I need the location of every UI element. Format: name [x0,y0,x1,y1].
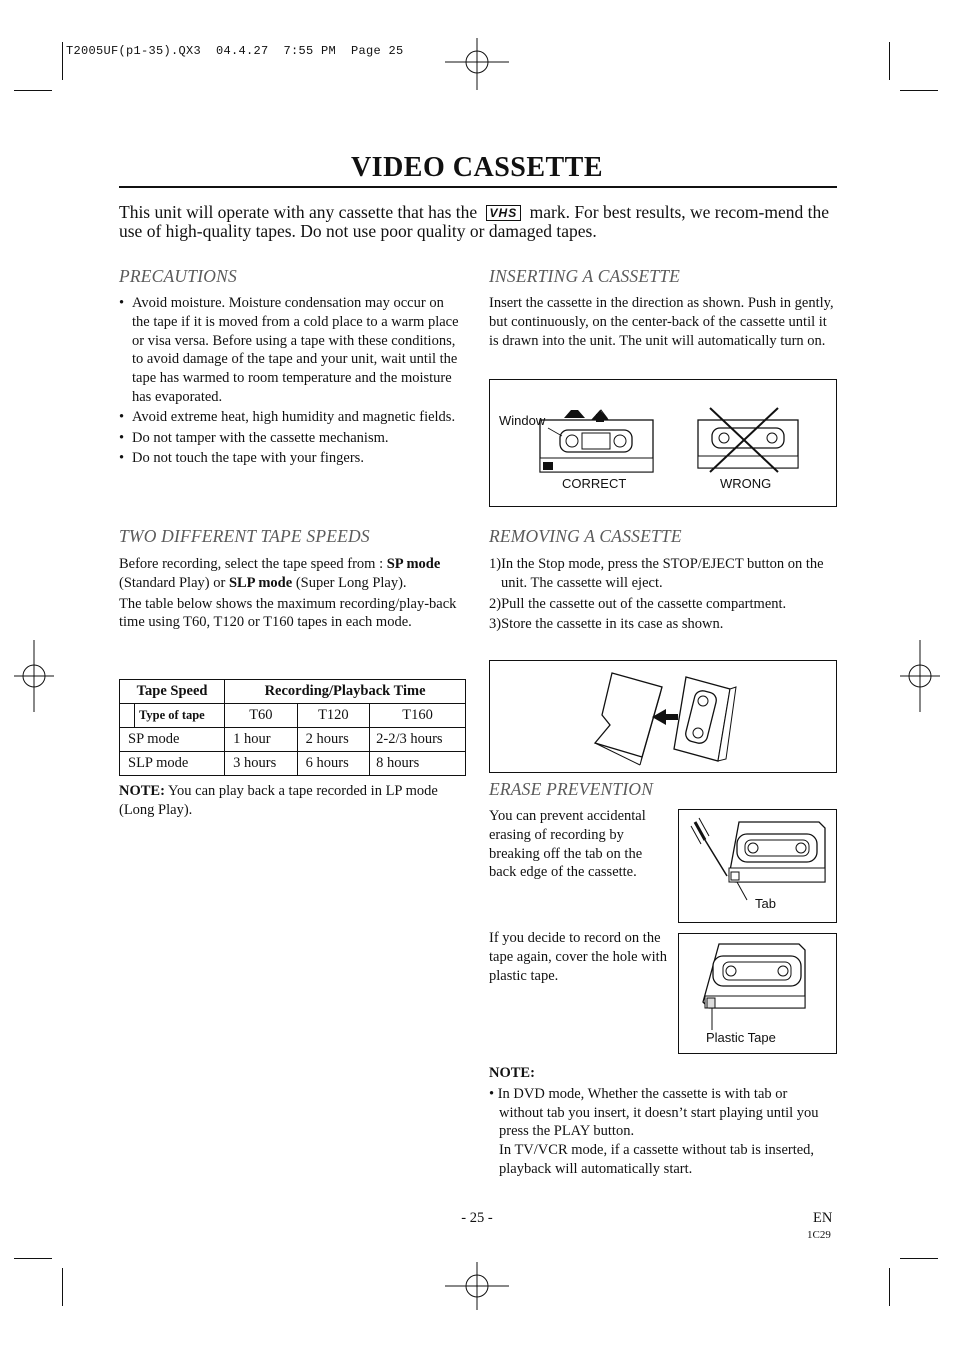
inserting-figure [489,379,837,507]
registration-mark-left [14,640,54,712]
window-label: Window [499,413,546,428]
crop-mark [889,42,890,80]
plastic-tape-label: Plastic Tape [706,1030,776,1045]
erase-text-1: You can prevent accidental erasing of recording by breaking off the tab on the back edge of the cassette. [489,808,646,881]
page-number: - 25 - [461,1210,493,1226]
erase-note [489,1064,834,1179]
note-line-1: • In DVD mode, Whether the cassette is with tab or without tab you insert, it doesn’t start playing until you press the PLAY button. [489,1085,819,1140]
erase-text-2: If you decide to record on the tape again, cover the hole with plastic tape. [489,930,667,984]
table-cell: 2 hours [297,728,369,752]
note-label: NOTE: [489,1065,535,1081]
speeds-heading: TWO DIFFERENT TAPE SPEEDS [119,526,370,546]
title-rule [119,186,837,188]
document-code: 1C29 [807,1229,831,1241]
table-cell: 2-2/3 hours [370,728,466,752]
correct-label: CORRECT [562,476,627,491]
table-cell: T160 [370,704,466,728]
list-item: • Do not touch the tape with your fingers. [119,449,464,468]
text: (Super Long Play). [295,574,407,591]
language-code: EN [813,1210,833,1226]
list-item: 1)In the Stop mode, press the STOP/EJECT button on the unit. The cassette will eject. [489,556,824,591]
speeds-paragraph-1 [119,555,466,593]
tab-label: Tab [755,896,776,911]
crop-mark [14,1258,52,1259]
list-item: • Do not tamper with the cassette mechanism. [119,429,464,448]
page-title: VIDEO CASSETTE [350,152,604,183]
table-cell: T60 [225,704,297,728]
removing-heading: REMOVING A CASSETTE [489,526,682,546]
intro-text-1: This unit will operate with any cassette that has the [119,202,478,222]
crop-mark [900,90,938,91]
table-cell: SP mode [120,728,225,752]
table-cell: 6 hours [297,752,369,776]
table-row [120,728,466,752]
crop-mark [62,42,63,80]
precautions-list [119,294,464,469]
crop-mark [14,90,52,91]
type-of-tape-label: Type of tape [135,704,225,728]
print-slug: T2005UF(p1-35).QX3 04.4.27 7:55 PM Page 25 [66,44,404,58]
table-row [120,704,466,728]
crop-mark [889,1268,890,1306]
list-item: 3)Store the cassette in its case as shown. [489,616,724,633]
registration-mark-top [445,38,509,90]
crop-mark [62,1268,63,1306]
cassette-case-illustration [490,661,836,772]
erase-tab-figure [678,809,837,923]
inserting-text: Insert the cassette in the direction as shown. Push in gently, but continuously, on the center-back of the cassette until it is drawn into the unit. The unit will automatically turn on. [489,295,834,349]
table-row [120,680,466,704]
precautions-heading: PRECAUTIONS [119,266,237,286]
crop-mark [900,1258,938,1259]
table-cell: T120 [297,704,369,728]
table-cell: 8 hours [370,752,466,776]
speeds-note [119,782,459,820]
wrong-label: WRONG [720,476,772,491]
intro-paragraph [119,203,837,241]
table-cell: 3 hours [225,752,297,776]
table-cell [120,704,135,728]
note-text: You can play back a tape recorded in LP mode (Long Play). [119,783,438,818]
speeds-paragraph-2: The table below shows the maximum recording/play-back time using T60, T120 or T160 tapes in each mode. [119,595,457,631]
table-cell: 1 hour [225,728,297,752]
intro-text-2: mark. For best results, we recom-mend the use of high-quality tapes. Do not use poor quality or damaged tapes. [119,202,829,241]
vhs-logo: VHS [486,205,522,221]
table-header-time: Recording/Playback Time [225,680,466,704]
registration-mark-bottom [445,1262,509,1310]
table-header-speed: Tape Speed [120,680,225,704]
text: (Standard Play) or [119,574,226,591]
registration-mark-right [900,640,940,712]
erase-tape-figure [678,933,837,1054]
speeds-text [119,555,466,632]
note-line-2: In TV/VCR mode, if a cassette without tab is inserted, playback will automatically start. [499,1142,815,1177]
text: Before recording, select the tape speed from : [119,556,384,572]
removing-figure [489,660,837,773]
removing-steps [489,555,834,636]
inserting-heading: INSERTING A CASSETTE [489,266,681,286]
list-item: • Avoid moisture. Moisture condensation may occur on the tape if it is moved from a cold place to a warm place or visa versa. Before using a tape with these conditions, to avoid damage of the tape and your unit, wait until the tape has warmed to room temperature and the moisture has evaporated. [119,294,464,407]
slp-mode-label: SLP mode [228,574,293,591]
erase-heading: ERASE PREVENTION [489,779,654,799]
list-item: • Avoid extreme heat, high humidity and magnetic fields. [119,408,464,427]
cassette-insert-illustration [490,380,836,506]
sp-mode-label: SP mode [386,556,441,572]
table-cell: SLP mode [120,752,225,776]
note-label: NOTE: [119,783,165,799]
tape-speed-table [119,679,466,776]
list-item: 2)Pull the cassette out of the cassette compartment. [489,595,787,612]
table-row [120,752,466,776]
